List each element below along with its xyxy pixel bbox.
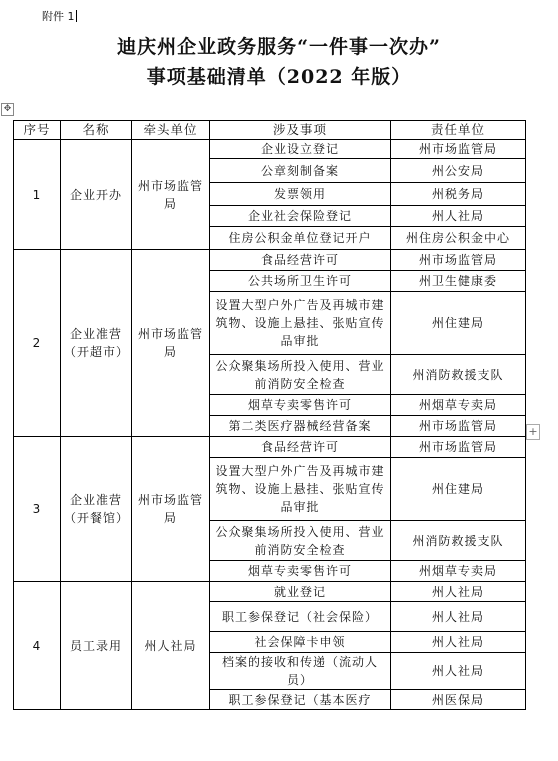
cell-responsible-unit: 州住建局	[391, 292, 526, 355]
table-row	[14, 437, 526, 458]
cell-matter: 第二类医疗器械经营备案	[210, 416, 391, 437]
cell-matter: 烟草专卖零售许可	[210, 561, 391, 582]
text-cursor	[76, 10, 77, 22]
cell-lead-unit: 州市场监管局	[132, 250, 210, 437]
attachment-label: 附件 1	[42, 10, 75, 23]
cell-name: 企业开办	[61, 140, 132, 250]
cell-no: 2	[14, 250, 61, 437]
cell-responsible-unit: 州人社局	[391, 602, 526, 632]
cell-matter: 烟草专卖零售许可	[210, 395, 391, 416]
cell-name: 企业准营（开超市）	[61, 250, 132, 437]
cell-responsible-unit: 州烟草专卖局	[391, 561, 526, 582]
table-move-handle-icon[interactable]: ✥	[1, 103, 14, 116]
cell-no: 3	[14, 437, 61, 582]
cell-lead-unit: 州市场监管局	[132, 140, 210, 250]
cell-responsible-unit: 州公安局	[391, 159, 526, 183]
table-row	[14, 140, 526, 159]
cell-responsible-unit: 州市场监管局	[391, 250, 526, 271]
document-title-line1: 迪庆州企业政务服务“一件事一次办”	[117, 36, 441, 58]
cell-responsible-unit: 州市场监管局	[391, 437, 526, 458]
cell-no: 1	[14, 140, 61, 250]
cell-responsible-unit: 州人社局	[391, 632, 526, 653]
cell-responsible-unit: 州卫生健康委	[391, 271, 526, 292]
table-row	[14, 250, 526, 271]
cell-matter: 社会保障卡申领	[210, 632, 391, 653]
cell-lead-unit: 州市场监管局	[132, 437, 210, 582]
cell-matter: 职工参保登记（基本医疗	[210, 690, 391, 710]
cell-matter: 公共场所卫生许可	[210, 271, 391, 292]
cell-responsible-unit: 州烟草专卖局	[391, 395, 526, 416]
header-no: 序号	[14, 121, 61, 140]
header-lead: 牵头单位	[132, 121, 210, 140]
cell-matter: 就业登记	[210, 582, 391, 602]
cell-responsible-unit: 州住建局	[391, 458, 526, 521]
add-column-handle-icon[interactable]: +	[526, 424, 540, 440]
cell-responsible-unit: 州消防救援支队	[391, 355, 526, 395]
cell-matter: 食品经营许可	[210, 250, 391, 271]
cell-responsible-unit: 州人社局	[391, 206, 526, 227]
cell-matter: 住房公积金单位登记开户	[210, 227, 391, 250]
cell-matter: 设置大型户外广告及再城市建筑物、设施上悬挂、张贴宣传品审批	[210, 458, 391, 521]
items-table	[13, 120, 526, 710]
cell-lead-unit: 州人社局	[132, 582, 210, 710]
cell-matter: 企业设立登记	[210, 140, 391, 159]
cell-responsible-unit: 州消防救援支队	[391, 521, 526, 561]
header-unit: 责任单位	[391, 121, 526, 140]
document-title-line2: 事项基础清单（2022 年版）	[146, 66, 412, 88]
cell-matter: 发票领用	[210, 183, 391, 206]
cell-no: 4	[14, 582, 61, 710]
table-row	[14, 582, 526, 602]
cell-responsible-unit: 州市场监管局	[391, 416, 526, 437]
cell-matter: 企业社会保险登记	[210, 206, 391, 227]
cell-matter: 职工参保登记（社会保险）	[210, 602, 391, 632]
cell-matter: 设置大型户外广告及再城市建筑物、设施上悬挂、张贴宣传品审批	[210, 292, 391, 355]
cell-name: 员工录用	[61, 582, 132, 710]
cell-matter: 档案的接收和传递（流动人员）	[210, 653, 391, 690]
cell-responsible-unit: 州税务局	[391, 183, 526, 206]
header-name: 名称	[61, 121, 132, 140]
cell-matter: 公章刻制备案	[210, 159, 391, 183]
cell-responsible-unit: 州人社局	[391, 582, 526, 602]
cell-matter: 食品经营许可	[210, 437, 391, 458]
cell-responsible-unit: 州人社局	[391, 653, 526, 690]
cell-name: 企业准营（开餐馆）	[61, 437, 132, 582]
cell-matter: 公众聚集场所投入使用、营业前消防安全检查	[210, 355, 391, 395]
cell-responsible-unit: 州市场监管局	[391, 140, 526, 159]
cell-matter: 公众聚集场所投入使用、营业前消防安全检查	[210, 521, 391, 561]
table-header-row	[14, 121, 526, 140]
cell-responsible-unit: 州住房公积金中心	[391, 227, 526, 250]
header-matter: 涉及事项	[210, 121, 391, 140]
cell-responsible-unit: 州医保局	[391, 690, 526, 710]
